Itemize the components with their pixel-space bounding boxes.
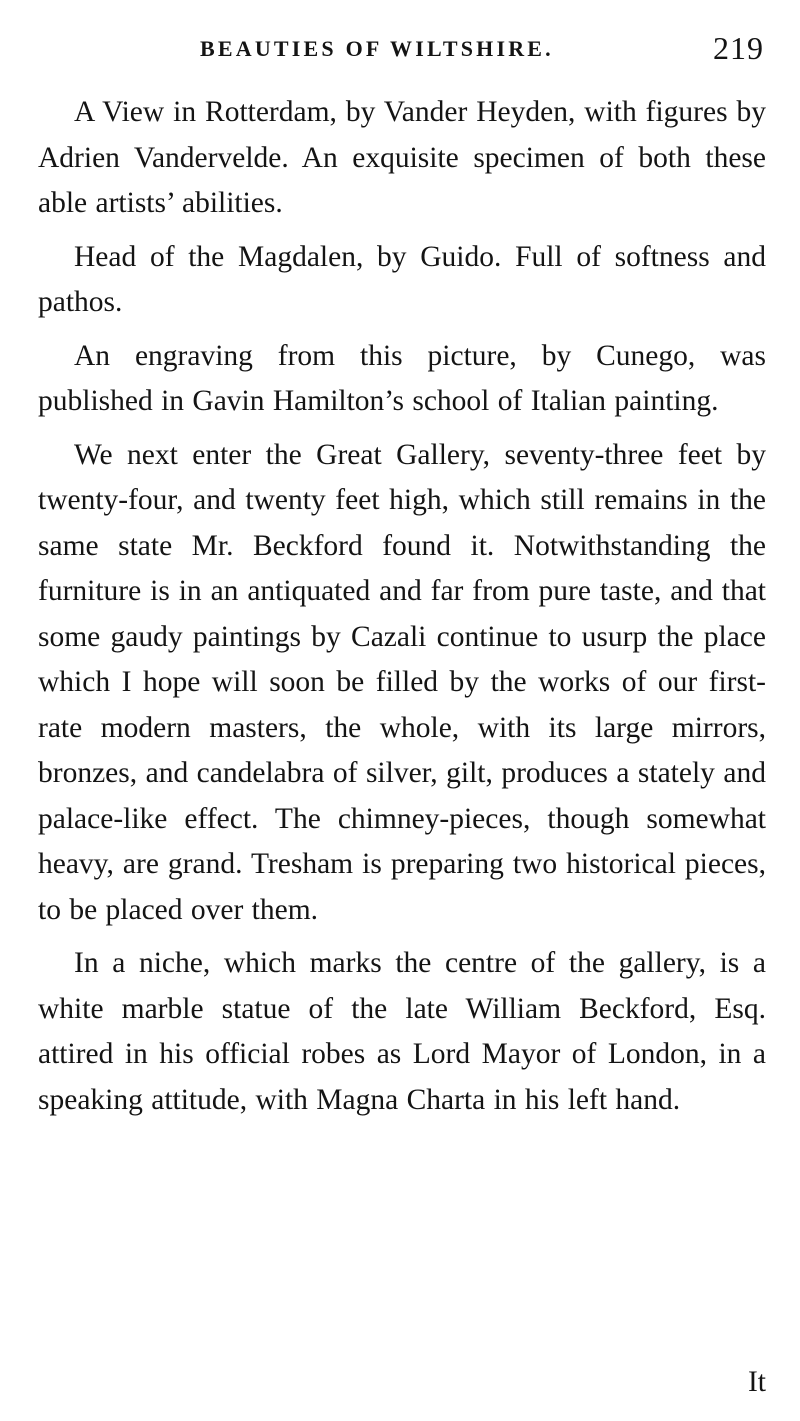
body-text bbox=[38, 90, 766, 1131]
paragraph-rotterdam-view: A View in Rotterdam, by Vander Heyden, with figures by Adrien Vandervelde. An exquisite specimen of both these able artists’ abilities. bbox=[38, 96, 766, 219]
page-number: 219 bbox=[713, 30, 764, 66]
catchword: It bbox=[747, 1366, 766, 1398]
paragraph-beckford-statue: In a niche, which marks the centre of the gallery, is a white marble statue of the late William Beckford, Esq. attired in his official robes as Lord Mayor of London, in a speaking attitude, with Magna Charta in his left hand. bbox=[38, 947, 766, 1116]
paragraph-magdalen-head: Head of the Magdalen, by Guido. Full of softness and pathos. bbox=[38, 240, 766, 318]
running-title: BEAUTIES OF WILTSHIRE. bbox=[200, 36, 554, 61]
running-head bbox=[38, 32, 766, 72]
paragraph-great-gallery: We next enter the Great Gallery, seventy-three feet by twenty-four, and twenty feet high, which still remains in the same state Mr. Beckford found it. Notwithstanding the furniture is in an antiquated and far from pure taste, and that some gaudy paintings by Cazali continue to usurp the place which I hope will soon be filled by the works of our first-rate modern masters, the whole, with its large mirrors, bronzes, and candelabra of silver, gilt, produces a stately and palace-like effect. The chimney-pieces, though somewhat heavy, are grand. Tresham is preparing two historical pieces, to be placed over them. bbox=[38, 438, 766, 926]
paragraph-engraving: An engraving from this picture, by Cunego, was published in Gavin Hamilton’s school of Italian painting. bbox=[38, 339, 766, 417]
